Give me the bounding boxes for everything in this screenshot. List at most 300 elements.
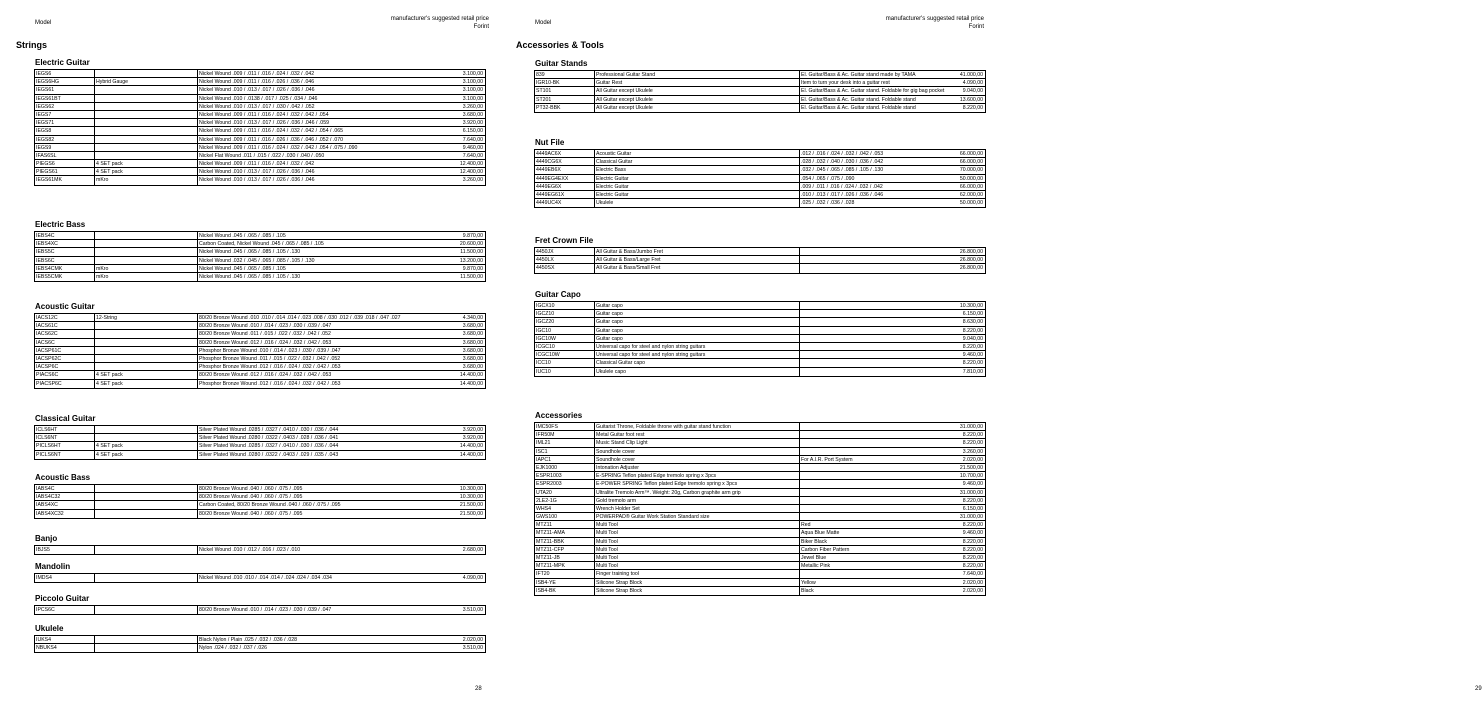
- table-row: [535, 166, 985, 174]
- table-row: [35, 86, 485, 94]
- description-cell: Jewel Blue: [801, 555, 827, 561]
- price-cell: 3.920,00: [462, 120, 483, 127]
- spec-cell: Nickel Wound .009 / .011 / .016 / .024 / .032 / .042: [199, 161, 315, 168]
- model-cell: IEGS71: [36, 120, 55, 127]
- model-cell: IMDS4: [36, 575, 52, 581]
- description-cell: .028 / .032 / .040 / .030 / .036 / .042: [801, 159, 884, 166]
- table-row: [535, 310, 985, 318]
- model-cell: 4449EG61X: [536, 191, 565, 198]
- category-title: Acoustic Guitar: [35, 302, 95, 311]
- price-cell: 3.680,00: [462, 339, 483, 346]
- model-cell: ICGC10: [536, 343, 555, 350]
- price-table: [534, 422, 986, 596]
- price-cell: 3.680,00: [462, 111, 483, 118]
- price-cell: 26.800,00: [959, 257, 983, 264]
- price-cell: 3.260,00: [462, 103, 483, 110]
- type-cell: Universal capo for steel and nylon string guitars: [596, 343, 706, 350]
- price-cell: 7.640,00: [462, 152, 483, 159]
- spec-cell: Carbon Coated, 80/20 Bronze Wound .040 / .060 / .075 / .095: [199, 502, 341, 509]
- description-cell: .032 / .045 / .065 / .085 / .105 / .130: [801, 167, 884, 174]
- spec-cell: Silver Plated Wound .0285 / .0327 / .0410 / .030 / .036 / .044: [199, 427, 339, 433]
- description-cell: Black: [801, 587, 814, 594]
- variant-cell: 4 SET pack: [96, 161, 123, 168]
- type-cell: Multi Tool: [596, 563, 618, 570]
- table-row: [35, 119, 485, 127]
- table-row: [535, 79, 985, 87]
- table-row: [535, 264, 985, 272]
- table-row: [35, 136, 485, 144]
- model-cell: IEGS6: [36, 71, 52, 77]
- table-row: [535, 480, 985, 488]
- price-cell: 2.680,00: [462, 547, 483, 553]
- spec-cell: 80/20 Bronze Wound .010 .010 / .014 .014 / .023 .008 / .030 .012 / .039 .018 / .047 .027: [199, 315, 401, 321]
- model-cell: 4450LX: [536, 257, 554, 264]
- description-cell: El. Guitar/Bass & Ac. Guitar stand. Foldable stand: [801, 104, 916, 111]
- price-cell: 9.460,00: [962, 530, 983, 537]
- price-cell: 8.220,00: [962, 432, 983, 439]
- model-cell: IACSP61C: [36, 347, 62, 354]
- price-table: [34, 545, 486, 555]
- price-cell: 26.800,00: [959, 265, 983, 272]
- table-row: [535, 579, 985, 587]
- table-row: [35, 314, 485, 322]
- model-cell: IFT20: [536, 571, 550, 578]
- table-row: [35, 168, 485, 176]
- model-cell: IBJS5: [36, 547, 50, 553]
- price-cell: 21.500,00: [959, 464, 983, 471]
- table-row: [35, 606, 485, 614]
- table-row: [535, 351, 985, 359]
- model-cell: 2LE2-1G: [536, 497, 557, 504]
- description-cell: Aqua Blue Matte: [801, 530, 840, 537]
- variant-cell: 4 SET pack: [96, 380, 123, 387]
- price-cell: 8.220,00: [962, 555, 983, 561]
- table-row: [535, 513, 985, 521]
- model-cell: 4449EB6X: [536, 167, 561, 174]
- spec-cell: Nickel Wound .010 / .013 / .017 / .026 / .036 / .046: [199, 87, 315, 94]
- price-cell: 3.100,00: [462, 71, 483, 77]
- table-row: [535, 71, 985, 79]
- price-table: [34, 313, 486, 389]
- price-cell: 3.260,00: [462, 177, 483, 184]
- variant-cell: 12-String: [96, 315, 118, 321]
- description-cell: Biker Black: [801, 538, 827, 545]
- table-row: [535, 335, 985, 343]
- model-cell: 4450JX: [536, 249, 554, 255]
- model-cell: WHS4: [536, 505, 551, 512]
- spec-cell: 80/20 Bronze Wound .040 / .060 / .075 / .095: [199, 494, 303, 501]
- table-row: [35, 347, 485, 355]
- model-cell: PICLS6NT: [36, 451, 61, 458]
- table-row: [35, 380, 485, 388]
- right-page: [500, 0, 1482, 707]
- type-cell: Electric Guitar: [596, 175, 629, 182]
- price-cell: 8.220,00: [962, 104, 983, 111]
- table-row: [535, 521, 985, 529]
- table-row: [535, 431, 985, 439]
- price-cell: 12.400,00: [459, 169, 483, 176]
- table-row: [535, 529, 985, 537]
- price-cell: 9.870,00: [462, 233, 483, 239]
- type-cell: Silicone Strap Block: [596, 579, 643, 586]
- model-cell: IGCZ10: [536, 311, 555, 318]
- price-cell: 8.220,00: [962, 360, 983, 367]
- price-cell: 4.090,00: [462, 575, 483, 581]
- table-row: [35, 248, 485, 256]
- model-cell: MTZ11: [536, 522, 553, 529]
- table-row: [535, 570, 985, 578]
- model-cell: ISB4-BK: [536, 587, 556, 594]
- model-cell: ICC10: [536, 360, 551, 367]
- model-cell: PT32-BBK: [536, 104, 561, 111]
- price-cell: 3.680,00: [462, 364, 483, 371]
- description-cell: Item to turn your desk into a guitar rest: [801, 80, 890, 87]
- description-cell: El. Guitar/Bass & Ac. Guitar stand. Foldable stand: [801, 96, 916, 103]
- price-cell: 8.220,00: [962, 440, 983, 447]
- model-cell: NBUKS4: [36, 645, 57, 652]
- section-title: Accessories & Tools: [516, 40, 604, 50]
- category-title: Banjo: [35, 534, 58, 543]
- spec-cell: Nickel Wound .010 / .013 / .017 / .026 / .036 / .046 / .059: [199, 120, 329, 127]
- table-row: [35, 442, 485, 450]
- model-cell: IEBS4CMK: [36, 265, 63, 272]
- price-cell: 4.340,00: [462, 315, 483, 321]
- description-cell: .009 / .011 / .016 / .024 / .032 / .042: [801, 183, 883, 190]
- price-cell: 8.220,00: [962, 522, 983, 529]
- variant-cell: Hybrid Gauge: [96, 79, 129, 86]
- price-cell: 8.220,00: [962, 563, 983, 570]
- price-table: [534, 247, 986, 274]
- spec-cell: Silver Plated Wound .0280 / .0322 / .0403 / .029 / .035 / .043: [199, 451, 339, 458]
- model-cell: MTZ11-CFP: [536, 546, 565, 553]
- price-cell: 8.630,00: [962, 319, 983, 326]
- type-cell: Universal capo for steel and nylon string guitars: [596, 352, 706, 359]
- table-row: [35, 273, 485, 281]
- section-title: Strings: [16, 40, 48, 50]
- category-title: Electric Guitar: [35, 58, 90, 67]
- model-cell: IEBS5C: [36, 249, 55, 256]
- page-number: 29: [1475, 686, 1482, 692]
- model-cell: PIACS6C: [36, 372, 59, 379]
- price-cell: 9.870,00: [462, 265, 483, 272]
- spec-cell: Nickel Wound .010 / .013 / .017 / .026 / .036 / .046: [199, 177, 315, 184]
- price-cell: 2.020,00: [962, 587, 983, 594]
- category-title: Acoustic Bass: [35, 473, 91, 482]
- description-cell: El. Guitar/Bass & Ac. Guitar stand. Foldable for gig bag pocket: [801, 88, 945, 95]
- variant-cell: 4 SET pack: [96, 169, 123, 176]
- table-row: [35, 339, 485, 347]
- price-cell: 3.680,00: [462, 331, 483, 338]
- model-cell: IABS4C: [36, 486, 55, 492]
- price-cell: 3.510,00: [462, 645, 483, 652]
- spec-cell: Nylon .024 / .032 / .037 / .026: [199, 645, 268, 652]
- spec-cell: Nickel Wound .010 / .0138 / .017 / .025 / .034 / .046: [199, 95, 318, 102]
- model-cell: IABS4XC: [36, 502, 58, 509]
- price-cell: 2.020,00: [962, 579, 983, 586]
- spec-cell: Nickel Wound .009 / .011 / .016 / .024 / .032 / .042 / .054: [199, 111, 329, 118]
- type-cell: POWERPAD® Guitar Work Station Standard size: [596, 514, 710, 521]
- price-cell: 20.600,00: [459, 241, 483, 248]
- type-cell: Electric Guitar: [596, 191, 629, 198]
- type-cell: Electric Bass: [596, 167, 626, 174]
- model-cell: IEGS8: [36, 128, 52, 135]
- price-cell: 14.400,00: [459, 443, 483, 450]
- price-table: [34, 605, 486, 615]
- table-row: [35, 232, 485, 240]
- model-cell: IGR10-BK: [536, 80, 560, 87]
- spec-cell: Nickel Flat Wound .011 / .015 / .022 / .030 / .040 / .050: [199, 152, 325, 159]
- model-cell: IACSP6C: [36, 364, 59, 371]
- price-cell: 2.020,00: [462, 637, 483, 643]
- table-row: [535, 489, 985, 497]
- type-cell: Classical Guitar capo: [596, 360, 646, 367]
- type-cell: Guitar capo: [596, 303, 623, 309]
- model-cell: ESPR1003: [536, 473, 562, 480]
- table-row: [535, 199, 985, 207]
- category-title: Nut File: [535, 138, 565, 147]
- price-cell: 3.100,00: [462, 87, 483, 94]
- table-row: [535, 456, 985, 464]
- price-cell: 11.500,00: [460, 273, 483, 280]
- price-table: [34, 231, 486, 282]
- category-title: Piccolo Guitar: [35, 594, 90, 603]
- model-cell: IABS4C32: [36, 494, 61, 501]
- spec-cell: Phosphor Bronze Wound .012 / .016 / .024 / .032 / .042 / .053: [199, 380, 341, 387]
- table-row: [35, 434, 485, 442]
- price-cell: 31.000,00: [959, 514, 983, 521]
- table-row: [35, 574, 485, 582]
- type-cell: Multi Tool: [596, 522, 618, 529]
- header-price-line2: Forint: [968, 23, 984, 30]
- price-table: [34, 635, 486, 653]
- price-cell: 8.220,00: [962, 497, 983, 504]
- price-cell: 70.000,00: [959, 167, 983, 174]
- description-cell: Metallic Pink: [801, 563, 831, 570]
- category-title: Accessories: [535, 411, 583, 420]
- type-cell: Electric Guitar: [596, 183, 629, 190]
- model-cell: IEGS61: [36, 87, 55, 94]
- price-cell: 50.000,00: [959, 200, 983, 207]
- price-cell: 9.460,00: [962, 481, 983, 488]
- price-cell: 12.400,00: [459, 161, 483, 168]
- model-cell: IEGS7: [36, 111, 52, 118]
- header-price-line1: manufacturer's suggested retail price: [885, 16, 984, 22]
- variant-cell: 4 SET pack: [96, 372, 123, 379]
- type-cell: Classical Guitar: [596, 159, 633, 166]
- header-model-label: Model: [535, 20, 552, 26]
- price-cell: 14.400,00: [459, 451, 483, 458]
- spec-cell: 80/20 Bronze Wound .040 / .060 / .075 / .095: [199, 510, 303, 517]
- price-cell: 66.000,00: [959, 151, 983, 157]
- model-cell: IABS4XC32: [36, 510, 64, 517]
- header-price-label: [886, 16, 984, 31]
- variant-cell: mKro: [96, 265, 109, 272]
- model-cell: IEGS61MK: [36, 177, 62, 184]
- model-cell: IEBS4XC: [36, 241, 58, 248]
- model-cell: MTZ11-MPK: [536, 563, 566, 570]
- type-cell: E-SPRING Teflon plated Edge tremolo spring x 3pcs: [596, 473, 717, 480]
- model-cell: IACSP62C: [36, 355, 62, 362]
- price-cell: 3.920,00: [462, 427, 483, 433]
- spec-cell: 80/20 Bronze Wound .012 / .016 / .024 / .032 / .042 / .053: [199, 339, 332, 346]
- spec-cell: Nickel Wound .045 / .065 / .085 / .105: [199, 265, 286, 272]
- price-table: [34, 573, 486, 583]
- table-row: [35, 265, 485, 273]
- model-cell: 4449AC6X: [536, 151, 562, 157]
- spec-cell: Nickel Wound .010 .010 / .014 .014 / .024 .024 / .034 .034: [199, 575, 332, 581]
- description-cell: .012 / .016 / .024 / .032 / .042 / .053: [801, 151, 884, 157]
- price-cell: 50.000,00: [959, 175, 983, 182]
- table-row: [35, 363, 485, 371]
- model-cell: IFR50M: [536, 432, 555, 439]
- price-cell: 21.500,00: [459, 502, 483, 509]
- price-cell: 4.090,00: [962, 80, 983, 87]
- category-title: Electric Bass: [35, 220, 86, 229]
- type-cell: Soundhole cover: [596, 448, 635, 455]
- table-row: [35, 426, 485, 434]
- type-cell: Ukulele capo: [596, 368, 626, 375]
- model-cell: IGCX10: [536, 303, 555, 309]
- type-cell: Guitar capo: [596, 311, 623, 318]
- type-cell: Music Stand Clip Light: [596, 440, 648, 447]
- type-cell: Multi Tool: [596, 546, 618, 553]
- table-row: [535, 497, 985, 505]
- spec-cell: Nickel Wound .045 / .065 / .085 / .105 / .130: [199, 273, 301, 280]
- spec-cell: Silver Plated Wound .0285 / .0327 / .0410 / .030 / .036 / .044: [199, 443, 339, 450]
- page-number: 28: [475, 686, 482, 692]
- spec-cell: Nickel Wound .010 / .013 / .017 / .026 / .036 / .046: [199, 169, 315, 176]
- model-cell: IUC10: [536, 368, 551, 375]
- model-cell: IAPC1: [536, 456, 551, 463]
- spec-cell: Nickel Wound .010 / .012 / .016 / .023 / .010: [199, 547, 301, 553]
- price-cell: 8.220,00: [962, 327, 983, 334]
- table-row: [535, 158, 985, 166]
- type-cell: Professional Guitar Stand: [596, 72, 656, 78]
- table-row: [535, 327, 985, 335]
- price-cell: 9.040,00: [962, 88, 983, 95]
- header-price-line1: manufacturer's suggested retail price: [390, 16, 489, 22]
- price-cell: 62.000,00: [959, 191, 983, 198]
- model-cell: IACS6C: [36, 339, 55, 346]
- category-title: Guitar Capo: [535, 290, 581, 299]
- price-cell: 7.640,00: [462, 136, 483, 143]
- type-cell: Multi Tool: [596, 538, 618, 545]
- model-cell: MTZ11-BBK: [536, 538, 565, 545]
- price-cell: 8.220,00: [962, 538, 983, 545]
- price-cell: 11.500,00: [460, 249, 483, 256]
- model-cell: ICGC10W: [536, 352, 560, 359]
- variant-cell: 4 SET pack: [96, 451, 123, 458]
- price-cell: 3.680,00: [462, 347, 483, 354]
- table-row: [535, 183, 985, 191]
- price-cell: 10.700,00: [959, 473, 983, 480]
- spec-cell: Nickel Wound .009 / .011 / .016 / .026 / .036 / .046: [199, 79, 315, 86]
- model-cell: IEGS82: [36, 136, 55, 143]
- price-table: [534, 70, 986, 113]
- spec-cell: Nickel Wound .009 / .011 / .016 / .024 / .032 / .042: [199, 71, 315, 77]
- type-cell: Silicone Strap Block: [596, 587, 643, 594]
- price-cell: 8.220,00: [962, 546, 983, 553]
- model-cell: 4449CG6X: [536, 159, 562, 166]
- type-cell: All Guitar & Bass/Large Fret: [596, 257, 661, 264]
- price-cell: 31.000,00: [959, 489, 983, 496]
- table-row: [535, 248, 985, 256]
- description-cell: El. Guitar/Bass & Ac. Guitar stand made by TAMA: [801, 72, 916, 78]
- table-row: [535, 368, 985, 376]
- model-cell: IFAS6SL: [36, 152, 57, 159]
- type-cell: All Guitar & Bass/Small Fret: [596, 265, 661, 272]
- model-cell: IGC10W: [536, 335, 556, 342]
- model-cell: IGCZ20: [536, 319, 555, 326]
- variant-cell: mKro: [96, 177, 109, 184]
- description-cell: Yellow: [801, 579, 816, 586]
- table-row: [535, 87, 985, 95]
- table-row: [535, 318, 985, 326]
- price-cell: 3.260,00: [962, 448, 983, 455]
- table-row: [35, 152, 485, 160]
- price-cell: 3.100,00: [462, 79, 483, 86]
- price-cell: 41.000,00: [959, 72, 983, 78]
- table-row: [535, 546, 985, 554]
- type-cell: Ukulele: [596, 200, 614, 207]
- table-row: [535, 472, 985, 480]
- table-row: [535, 464, 985, 472]
- type-cell: Metal Guitar foot rest: [596, 432, 645, 439]
- model-cell: IEBS6C: [36, 257, 55, 264]
- model-cell: IMC50FS: [536, 424, 558, 430]
- model-cell: IML21: [536, 440, 551, 447]
- model-cell: IEGS6HG: [36, 79, 60, 86]
- table-row: [535, 150, 985, 158]
- header-price-line2: Forint: [473, 23, 489, 30]
- type-cell: Soundhole cover: [596, 456, 635, 463]
- spec-cell: 80/20 Bronze Wound .040 / .060 / .075 / .095: [199, 486, 303, 492]
- type-cell: All Guitar except Ukulele: [596, 96, 653, 103]
- model-cell: PIACSP6C: [36, 380, 62, 387]
- price-cell: 66.000,00: [959, 183, 983, 190]
- table-row: [535, 359, 985, 367]
- price-cell: 2.020,00: [962, 456, 983, 463]
- table-row: [535, 562, 985, 570]
- table-row: [535, 343, 985, 351]
- table-row: [35, 103, 485, 111]
- type-cell: Gold tremolo arm: [596, 497, 637, 504]
- category-title: Classical Guitar: [35, 414, 96, 423]
- table-row: [35, 485, 485, 493]
- spec-cell: 80/20 Bronze Wound .011 / .015 / .022 / .032 / .042 / .052: [199, 331, 331, 338]
- table-row: [535, 448, 985, 456]
- price-cell: 9.460,00: [962, 352, 983, 359]
- model-cell: IUKS4: [36, 637, 51, 643]
- price-cell: 8.220,00: [962, 343, 983, 350]
- price-cell: 3.680,00: [462, 323, 483, 330]
- table-row: [535, 96, 985, 104]
- model-cell: UTA20: [536, 489, 552, 496]
- table-row: [35, 127, 485, 135]
- spec-cell: 80/20 Bronze Wound .012 / .016 / .024 / .032 / .042 / .053: [199, 372, 332, 379]
- price-cell: 6.150,00: [962, 505, 983, 512]
- model-cell: MTZ11-AMA: [536, 530, 566, 537]
- model-cell: 4449UC4X: [536, 200, 562, 207]
- type-cell: Intonation Adjuster: [596, 464, 639, 471]
- type-cell: Multi Tool: [596, 555, 618, 561]
- model-cell: IEGS62: [36, 103, 55, 110]
- table-row: [535, 538, 985, 546]
- left-page: [0, 0, 500, 707]
- type-cell: Guitarist Throne, Foldable throne with guitar stand function: [596, 424, 731, 430]
- price-table: [34, 425, 486, 460]
- spec-cell: Nickel Wound .045 / .065 / .085 / .105: [199, 233, 286, 239]
